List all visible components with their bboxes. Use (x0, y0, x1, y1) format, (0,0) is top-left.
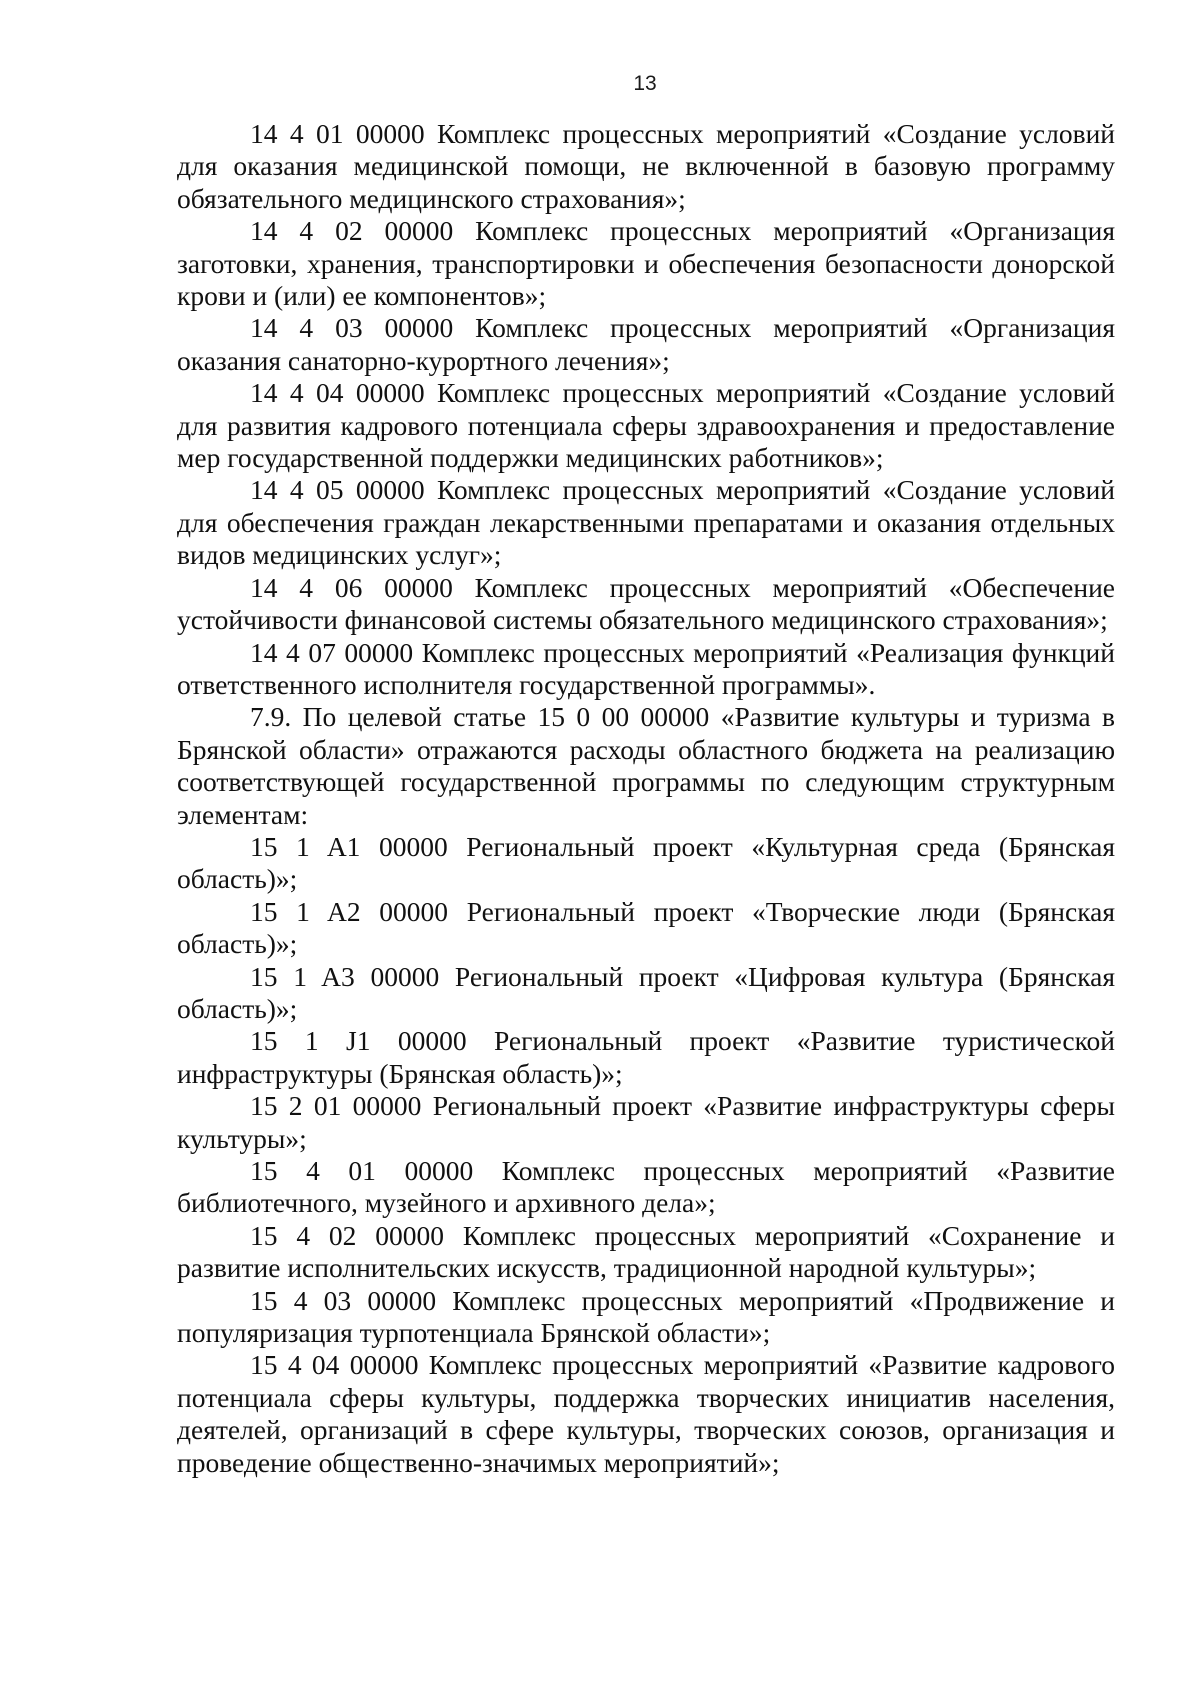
paragraph: 15 1 A1 00000 Региональный проект «Культурная среда (Брянская область)»; (177, 830, 1115, 895)
paragraph: 14 4 01 00000 Комплекс процессных мероприятий «Создание условий для оказания медицинской помощи, не включенной в базовую программу обязательного медицинского страхования»; (177, 118, 1115, 214)
paragraph: 7.9. По целевой статье 15 0 00 00000 «Развитие культуры и туризма в Брянской области» отражаются расходы областного бюджета на реализацию соответствующей государственной программы по следующим структурным элементам: (177, 701, 1115, 830)
paragraph: 15 2 01 00000 Региональный проект «Развитие инфраструктуры сферы культуры»; (177, 1090, 1115, 1154)
paragraph: 14 4 05 00000 Комплекс процессных мероприятий «Создание условий для обеспечения граждан лекарственными препаратами и оказания отдельных видов медицинских услуг»; (177, 474, 1115, 571)
paragraph: 15 4 04 00000 Комплекс процессных мероприятий «Развитие кадрового потенциала сферы культуры, поддержка творческих инициатив населения, деятелей, организаций в сфере культуры, творческих союзов, организация и проведение общественно-значимых мероприятий»; (177, 1349, 1115, 1478)
document-body (177, 118, 1115, 1479)
paragraph: 15 1 A2 00000 Региональный проект «Творческие люди (Брянская область)»; (177, 895, 1115, 960)
paragraph: 14 4 02 00000 Комплекс процессных мероприятий «Организация заготовки, хранения, транспортировки и обеспечения безопасности донорской крови и (или) ее компонентов»; (177, 215, 1115, 312)
paragraph: 15 4 03 00000 Комплекс процессных мероприятий «Продвижение и популяризация турпотенциала Брянской области»; (177, 1284, 1115, 1349)
paragraph: 15 1 J1 00000 Региональный проект «Развитие туристической инфраструктуры (Брянская область)»; (177, 1025, 1115, 1089)
paragraph: 15 4 01 00000 Комплекс процессных мероприятий «Развитие библиотечного, музейного и архивного дела»; (177, 1155, 1115, 1219)
page-number: 13 (633, 72, 657, 95)
paragraph: 15 1 A3 00000 Региональный проект «Цифровая культура (Брянская область)»; (177, 960, 1115, 1024)
paragraph: 14 4 04 00000 Комплекс процессных мероприятий «Создание условий для развития кадрового потенциала сферы здравоохранения и предоставление мер государственной поддержки медицинских работников»; (177, 377, 1115, 474)
paragraph: 14 4 03 00000 Комплекс процессных мероприятий «Организация оказания санаторно-курортного лечения»; (177, 312, 1115, 376)
paragraph: 14 4 07 00000 Комплекс процессных мероприятий «Реализация функций ответственного исполнителя государственной программы». (177, 636, 1115, 700)
paragraph: 15 4 02 00000 Комплекс процессных мероприятий «Сохранение и развитие исполнительских искусств, традиционной народной культуры»; (177, 1219, 1115, 1284)
paragraph: 14 4 06 00000 Комплекс процессных мероприятий «Обеспечение устойчивости финансовой системы обязательного медицинского страхования»; (177, 571, 1115, 636)
